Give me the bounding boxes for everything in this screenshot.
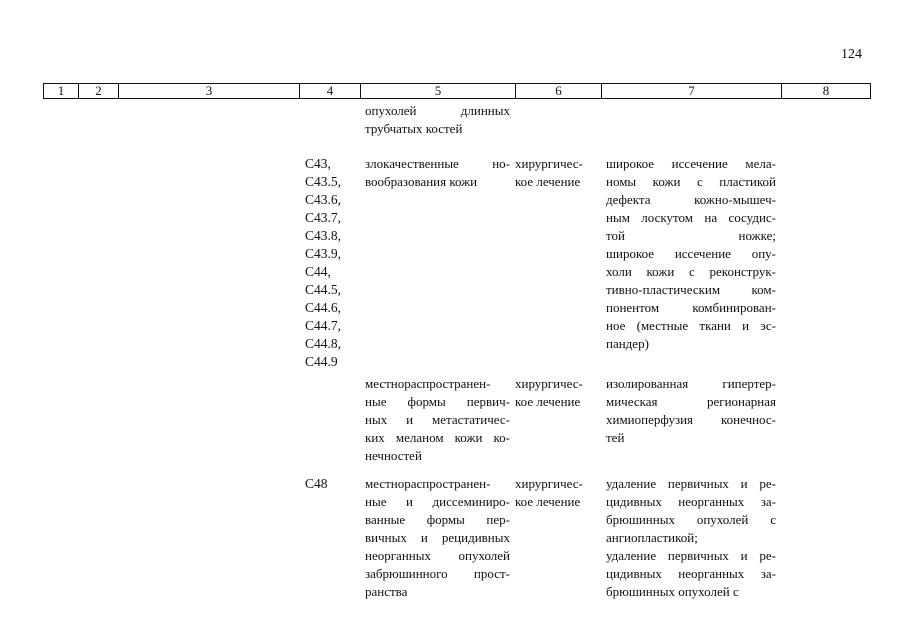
row-3-treatment <box>515 475 600 511</box>
text-line: C43, <box>305 156 331 171</box>
text-line: широкое иссечение мела- <box>606 156 776 171</box>
text-line: понентом комбинирован- <box>606 300 776 315</box>
text-line: ангиопластикой; <box>606 530 698 545</box>
text-line: пандер) <box>606 336 649 351</box>
text-line: изолированная гипертер- <box>606 376 776 391</box>
text-line: вообразования кожи <box>365 174 478 189</box>
text-line: C44.8, <box>305 336 342 351</box>
text-line: кое лечение <box>515 494 581 509</box>
text-line: C44, <box>305 264 331 279</box>
column-header-7: 7 <box>602 84 782 98</box>
column-header-4: 4 <box>300 84 361 98</box>
row-2-method <box>606 375 776 447</box>
text-line: брюшинных опухолей с <box>606 512 776 527</box>
column-header-3: 3 <box>119 84 300 98</box>
row-3-method <box>606 475 776 601</box>
text-line: холи кожи с реконструк- <box>606 264 776 279</box>
row-2-treatment <box>515 375 600 411</box>
row-1-codes <box>305 155 360 371</box>
column-header-1: 1 <box>44 84 79 98</box>
text-line: ванные формы пер- <box>365 512 510 527</box>
column-header-2: 2 <box>79 84 119 98</box>
text-line: забрюшинного прост- <box>365 566 510 581</box>
text-line: C44.6, <box>305 300 342 315</box>
text-line: опухолей длинных <box>365 103 510 118</box>
text-line: той ножке; <box>606 228 776 243</box>
text-line: мическая регионарная <box>606 394 776 409</box>
text-line: C48 <box>305 476 328 491</box>
text-line: брюшинных опухолей с <box>606 584 739 599</box>
text-line: трубчатых костей <box>365 121 463 136</box>
row-3-codes <box>305 475 360 493</box>
text-line: вичных и рецидивных <box>365 530 510 545</box>
text-line: C43.8, <box>305 228 342 243</box>
text-line: C43.6, <box>305 192 342 207</box>
text-line: ное (местные ткани и эс- <box>606 318 776 333</box>
row-0-diagnosis <box>365 102 510 138</box>
text-line: нечностей <box>365 448 422 463</box>
text-line: кое лечение <box>515 394 581 409</box>
text-line: C43.5, <box>305 174 342 189</box>
text-line: C43.9, <box>305 246 342 261</box>
column-header-8: 8 <box>822 83 830 98</box>
text-line: химиоперфузия конечнос- <box>606 412 776 427</box>
text-line: хирургичес- <box>515 476 583 491</box>
text-line: неорганных опухолей <box>365 548 510 563</box>
text-line: ные формы первич- <box>365 394 510 409</box>
row-3-diagnosis <box>365 475 510 601</box>
text-line: C44.7, <box>305 318 342 333</box>
text-line: ным лоскутом на сосудис- <box>606 210 776 225</box>
text-line: ных и метастатичес- <box>365 412 510 427</box>
text-line: хирургичес- <box>515 156 583 171</box>
row-1-method <box>606 155 776 353</box>
row-1-treatment <box>515 155 600 191</box>
text-line: хирургичес- <box>515 376 583 391</box>
text-line: удаление первичных и ре- <box>606 476 776 491</box>
text-line: ранства <box>365 584 408 599</box>
text-line: C44.9 <box>305 354 338 369</box>
text-line: местнораспространен- <box>365 376 491 391</box>
text-line: ные и диссеминиро- <box>365 494 510 509</box>
text-line: C44.5, <box>305 282 342 297</box>
text-line: удаление первичных и ре- <box>606 548 776 563</box>
text-line: дефекта кожно-мышеч- <box>606 192 776 207</box>
text-line: злокачественные но- <box>365 156 510 171</box>
column-header-5: 5 <box>361 84 516 98</box>
text-line: номы кожи с пластикой <box>606 174 776 189</box>
text-line: ких меланом кожи ко- <box>365 430 510 445</box>
text-line: цидивных неорганных за- <box>606 566 776 581</box>
column-header-row <box>43 83 871 99</box>
page-number: 124 <box>841 47 862 62</box>
text-line: широкое иссечение опу- <box>606 246 776 261</box>
text-line: тей <box>606 430 625 445</box>
text-line: цидивных неорганных за- <box>606 494 776 509</box>
column-header-6: 6 <box>516 84 602 98</box>
row-1-diagnosis <box>365 155 510 191</box>
text-line: тивно-пластическим ком- <box>606 282 776 297</box>
text-line: кое лечение <box>515 174 581 189</box>
text-line: местнораспространен- <box>365 476 491 491</box>
text-line: C43.7, <box>305 210 342 225</box>
row-2-diagnosis <box>365 375 510 465</box>
